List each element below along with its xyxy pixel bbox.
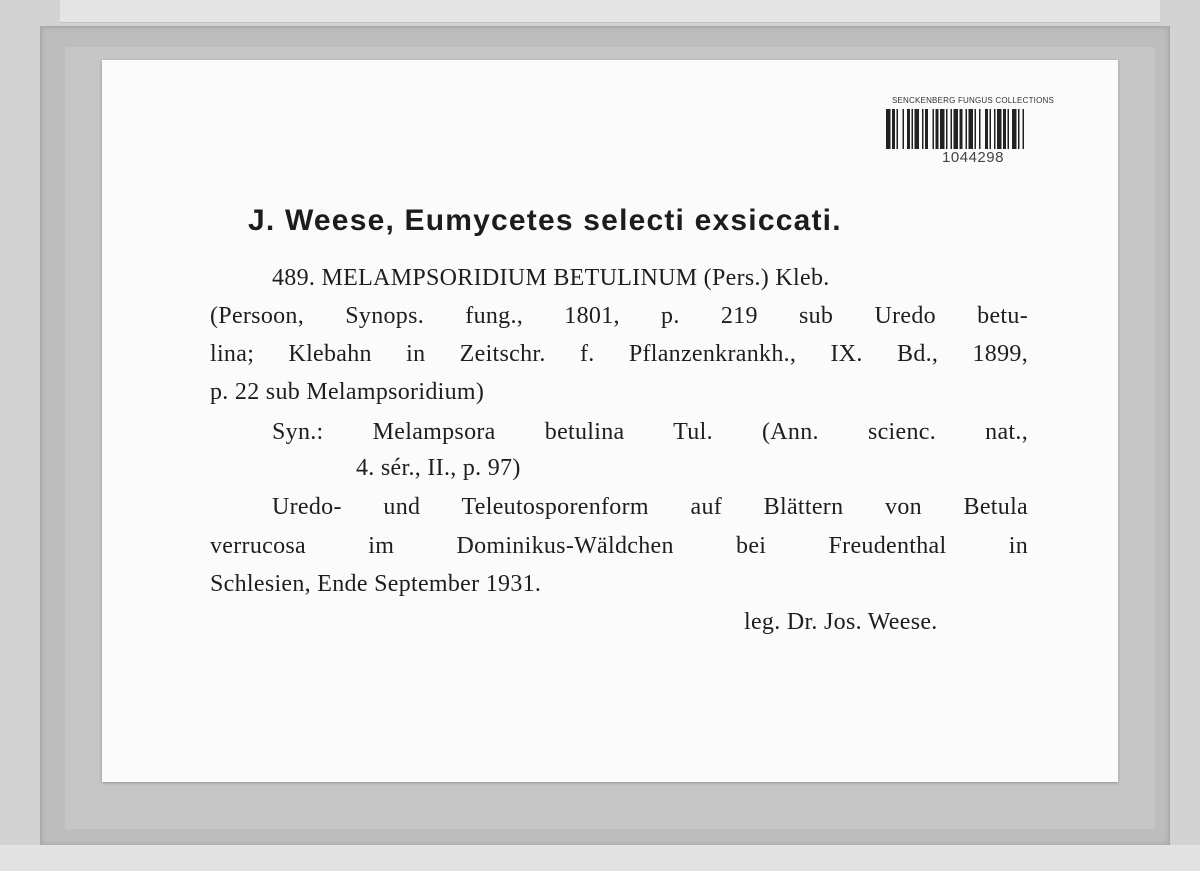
barcode-header: SENCKENBERG FUNGUS COLLECTIONS	[891, 96, 1055, 105]
label-title: J. Weese, Eumycetes selecti exsiccati.	[248, 204, 842, 237]
label-line-locality-1: Uredo- und Teleutosporenform auf Blättern von Betula	[272, 494, 1028, 520]
herbarium-sheet-top-edge	[60, 0, 1160, 23]
barcode-block	[878, 96, 1068, 180]
label-line-synonym-2: 4. sér., II., p. 97)	[356, 455, 521, 481]
label-line-citation-3: p. 22 sub Melampsoridium)	[210, 379, 485, 405]
label-line-citation-1: (Persoon, Synops. fung., 1801, p. 219 sub Uredo betu-	[210, 303, 1028, 329]
herbarium-sheet-bottom-edge	[0, 845, 1200, 871]
label-line-locality-3: Schlesien, Ende September 1931.	[210, 571, 542, 597]
label-line-locality-2: verrucosa im Dominikus-Wäldchen bei Freudenthal in	[210, 533, 1028, 559]
label-collector: leg. Dr. Jos. Weese.	[744, 609, 938, 635]
barcode-icon	[884, 109, 1062, 149]
label-line-citation-2: lina; Klebahn in Zeitschr. f. Pflanzenkrankh., IX. Bd., 1899,	[210, 341, 1028, 367]
label-line-taxon: 489. MELAMPSORIDIUM BETULINUM (Pers.) Kleb.	[272, 265, 830, 291]
barcode-number: 1044298	[942, 149, 1004, 166]
label-line-synonym-1: Syn.: Melampsora betulina Tul. (Ann. scienc. nat.,	[272, 419, 1028, 445]
